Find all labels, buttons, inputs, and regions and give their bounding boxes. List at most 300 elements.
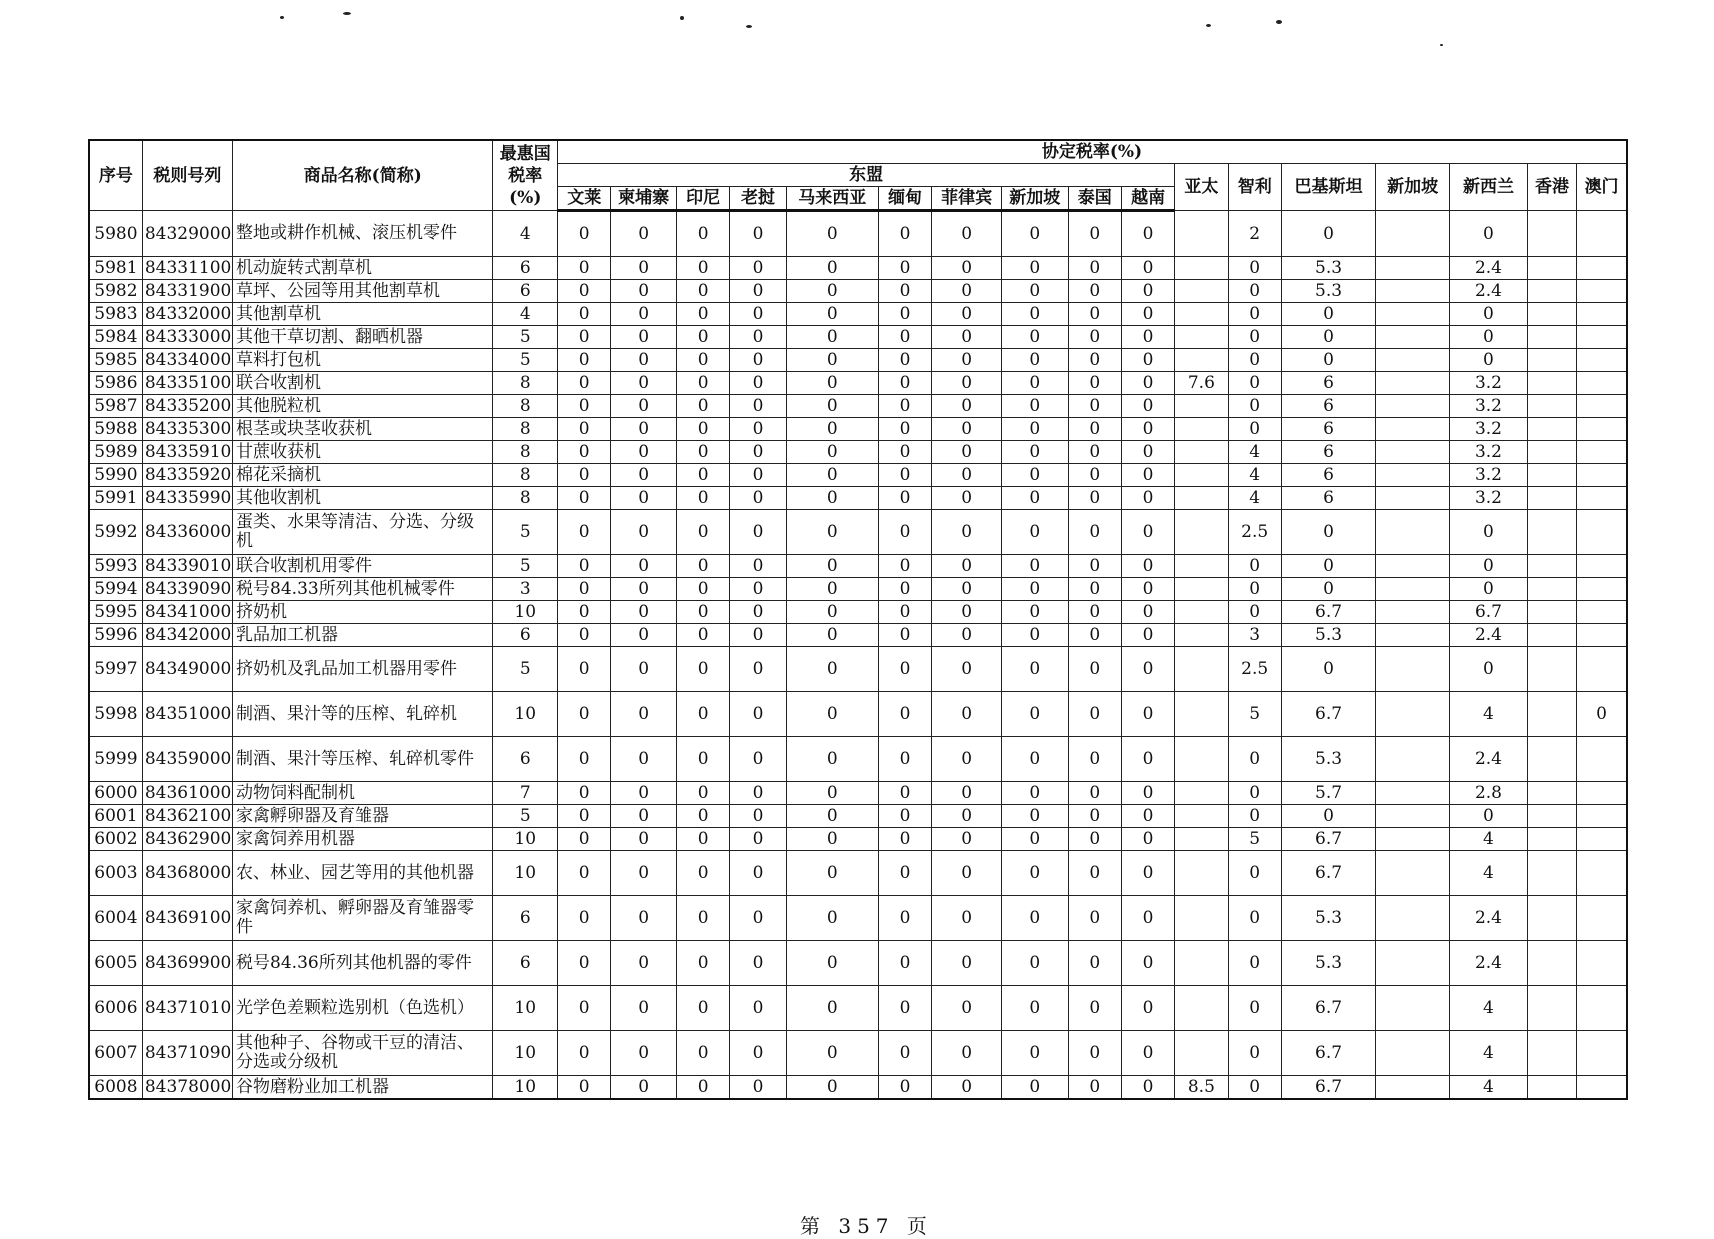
agreement-rate-cell: 0 [1281, 647, 1375, 692]
seq-cell: 5989 [89, 441, 142, 464]
asean-rate-cell: 0 [786, 418, 878, 441]
seq-cell: 6001 [89, 805, 142, 828]
agreement-rate-cell: 2 [1228, 211, 1281, 257]
asean-rate-cell: 0 [1068, 896, 1121, 941]
asean-rate-cell: 0 [1068, 257, 1121, 280]
header-other: 新西兰 [1450, 164, 1528, 211]
asean-rate-cell: 0 [1068, 737, 1121, 782]
asean-rate-cell: 0 [558, 941, 611, 986]
code-cell: 84369100 [142, 896, 232, 941]
agreement-rate-cell: 2.5 [1228, 510, 1281, 555]
agreement-rate-cell: 4 [1450, 851, 1528, 896]
name-cell: 甘蔗收获机 [233, 441, 493, 464]
asean-rate-cell: 0 [730, 1076, 786, 1100]
asean-rate-cell: 0 [1001, 487, 1068, 510]
agreement-rate-cell: 0 [1450, 578, 1528, 601]
seq-cell: 6006 [89, 986, 142, 1031]
agreement-rate-cell [1175, 395, 1228, 418]
asean-rate-cell: 0 [878, 349, 931, 372]
agreement-rate-cell: 0 [1228, 805, 1281, 828]
code-cell: 84349000 [142, 647, 232, 692]
agreement-rate-cell: 4 [1228, 487, 1281, 510]
mfn-cell: 5 [493, 349, 558, 372]
seq-cell: 5987 [89, 395, 142, 418]
asean-rate-cell: 0 [1001, 510, 1068, 555]
asean-rate-cell: 0 [1068, 805, 1121, 828]
agreement-rate-cell [1577, 647, 1627, 692]
agreement-rate-cell: 2.4 [1450, 896, 1528, 941]
asean-rate-cell: 0 [786, 851, 878, 896]
agreement-rate-cell: 0 [1228, 1031, 1281, 1076]
code-cell: 84331100 [142, 257, 232, 280]
agreement-rate-cell [1175, 303, 1228, 326]
asean-rate-cell: 0 [730, 737, 786, 782]
asean-rate-cell: 0 [786, 828, 878, 851]
asean-rate-cell: 0 [1001, 464, 1068, 487]
name-cell: 税号84.36所列其他机器的零件 [233, 941, 493, 986]
asean-rate-cell: 0 [932, 372, 1002, 395]
table-row [89, 1031, 1627, 1076]
agreement-rate-cell [1577, 303, 1627, 326]
agreement-rate-cell [1376, 737, 1450, 782]
asean-rate-cell: 0 [1068, 601, 1121, 624]
asean-rate-cell: 0 [611, 941, 677, 986]
asean-rate-cell: 0 [786, 737, 878, 782]
agreement-rate-cell: 6 [1281, 487, 1375, 510]
agreement-rate-cell: 0 [1450, 326, 1528, 349]
agreement-rate-cell: 5.7 [1281, 782, 1375, 805]
agreement-rate-cell: 3.2 [1450, 464, 1528, 487]
asean-rate-cell: 0 [611, 782, 677, 805]
asean-rate-cell: 0 [1068, 280, 1121, 303]
asean-rate-cell: 0 [558, 510, 611, 555]
agreement-rate-cell: 3.2 [1450, 395, 1528, 418]
asean-rate-cell: 0 [1001, 624, 1068, 647]
name-cell: 其他割草机 [233, 303, 493, 326]
agreement-rate-cell: 4 [1450, 692, 1528, 737]
agreement-rate-cell [1577, 828, 1627, 851]
asean-rate-cell: 0 [558, 624, 611, 647]
asean-rate-cell: 0 [1068, 441, 1121, 464]
asean-rate-cell: 0 [878, 624, 931, 647]
asean-rate-cell: 0 [558, 578, 611, 601]
asean-rate-cell: 0 [1001, 280, 1068, 303]
asean-rate-cell: 0 [878, 601, 931, 624]
agreement-rate-cell [1577, 464, 1627, 487]
agreement-rate-cell [1527, 737, 1576, 782]
agreement-rate-cell [1577, 372, 1627, 395]
asean-rate-cell: 0 [878, 805, 931, 828]
agreement-rate-cell: 0 [1228, 257, 1281, 280]
agreement-rate-cell: 0 [1228, 578, 1281, 601]
agreement-rate-cell [1577, 896, 1627, 941]
asean-rate-cell: 0 [558, 257, 611, 280]
code-cell: 84369900 [142, 941, 232, 986]
asean-rate-cell: 0 [1068, 464, 1121, 487]
agreement-rate-cell: 0 [1577, 692, 1627, 737]
asean-rate-cell: 0 [1001, 372, 1068, 395]
asean-rate-cell: 0 [730, 896, 786, 941]
header-asean-member: 泰国 [1068, 187, 1121, 211]
name-cell: 草坪、公园等用其他割草机 [233, 280, 493, 303]
asean-rate-cell: 0 [1068, 986, 1121, 1031]
asean-rate-cell: 0 [932, 257, 1002, 280]
mfn-cell: 3 [493, 578, 558, 601]
agreement-rate-cell: 4 [1228, 464, 1281, 487]
asean-rate-cell: 0 [1121, 257, 1174, 280]
table-row [89, 555, 1627, 578]
asean-rate-cell: 0 [730, 1031, 786, 1076]
asean-rate-cell: 0 [1001, 441, 1068, 464]
mfn-cell: 8 [493, 441, 558, 464]
agreement-rate-cell: 4 [1450, 828, 1528, 851]
name-cell: 家禽孵卵器及育雏器 [233, 805, 493, 828]
header-seq: 序号 [89, 140, 142, 211]
asean-rate-cell: 0 [558, 487, 611, 510]
agreement-rate-cell: 5.3 [1281, 257, 1375, 280]
mfn-cell: 10 [493, 986, 558, 1031]
header-asean-member: 老挝 [730, 187, 786, 211]
asean-rate-cell: 0 [786, 941, 878, 986]
asean-rate-cell: 0 [1001, 578, 1068, 601]
asean-rate-cell: 0 [730, 647, 786, 692]
agreement-rate-cell [1577, 395, 1627, 418]
asean-rate-cell: 0 [786, 692, 878, 737]
seq-cell: 5996 [89, 624, 142, 647]
mfn-cell: 10 [493, 692, 558, 737]
agreement-rate-cell [1577, 941, 1627, 986]
agreement-rate-cell [1577, 782, 1627, 805]
code-cell: 84362100 [142, 805, 232, 828]
asean-rate-cell: 0 [786, 1031, 878, 1076]
asean-rate-cell: 0 [1001, 1076, 1068, 1100]
agreement-rate-cell [1175, 896, 1228, 941]
seq-cell: 5984 [89, 326, 142, 349]
agreement-rate-cell [1527, 601, 1576, 624]
agreement-rate-cell [1376, 782, 1450, 805]
agreement-rate-cell: 7.6 [1175, 372, 1228, 395]
asean-rate-cell: 0 [1068, 395, 1121, 418]
agreement-rate-cell [1376, 487, 1450, 510]
agreement-rate-cell [1527, 464, 1576, 487]
agreement-rate-cell [1577, 280, 1627, 303]
agreement-rate-cell [1376, 1031, 1450, 1076]
agreement-rate-cell [1376, 647, 1450, 692]
asean-rate-cell: 0 [730, 349, 786, 372]
agreement-rate-cell [1577, 851, 1627, 896]
asean-rate-cell: 0 [676, 851, 729, 896]
asean-rate-cell: 0 [932, 395, 1002, 418]
asean-rate-cell: 0 [786, 986, 878, 1031]
agreement-rate-cell [1175, 418, 1228, 441]
table-row [89, 624, 1627, 647]
asean-rate-cell: 0 [932, 601, 1002, 624]
agreement-rate-cell [1376, 464, 1450, 487]
agreement-rate-cell [1175, 624, 1228, 647]
asean-rate-cell: 0 [878, 578, 931, 601]
asean-rate-cell: 0 [1001, 828, 1068, 851]
agreement-rate-cell: 0 [1281, 805, 1375, 828]
table-row [89, 303, 1627, 326]
page-number: 第 357 页 [800, 1214, 933, 1238]
asean-rate-cell: 0 [1121, 828, 1174, 851]
asean-rate-cell: 0 [558, 211, 611, 257]
seq-cell: 5981 [89, 257, 142, 280]
asean-rate-cell: 0 [1068, 487, 1121, 510]
seq-cell: 6004 [89, 896, 142, 941]
asean-rate-cell: 0 [1121, 851, 1174, 896]
table-row [89, 737, 1627, 782]
agreement-rate-cell [1527, 487, 1576, 510]
asean-rate-cell: 0 [611, 828, 677, 851]
mfn-cell: 8 [493, 395, 558, 418]
asean-rate-cell: 0 [932, 986, 1002, 1031]
header-asean-member: 文莱 [558, 187, 611, 211]
header-other: 智利 [1228, 164, 1281, 211]
name-cell: 整地或耕作机械、滚压机零件 [233, 211, 493, 257]
agreement-rate-cell [1175, 211, 1228, 257]
asean-rate-cell: 0 [611, 280, 677, 303]
agreement-rate-cell [1527, 1031, 1576, 1076]
asean-rate-cell: 0 [1121, 737, 1174, 782]
name-cell: 其他种子、谷物或干豆的清洁、分选或分级机 [233, 1031, 493, 1076]
agreement-rate-cell [1376, 601, 1450, 624]
agreement-rate-cell [1376, 257, 1450, 280]
mfn-cell: 10 [493, 851, 558, 896]
asean-rate-cell: 0 [932, 896, 1002, 941]
asean-rate-cell: 0 [730, 828, 786, 851]
seq-cell: 5998 [89, 692, 142, 737]
asean-rate-cell: 0 [932, 487, 1002, 510]
asean-rate-cell: 0 [558, 1031, 611, 1076]
asean-rate-cell: 0 [878, 372, 931, 395]
asean-rate-cell: 0 [878, 782, 931, 805]
asean-rate-cell: 0 [730, 782, 786, 805]
code-cell: 84335990 [142, 487, 232, 510]
seq-cell: 6008 [89, 1076, 142, 1100]
asean-rate-cell: 0 [730, 372, 786, 395]
code-cell: 84342000 [142, 624, 232, 647]
asean-rate-cell: 0 [676, 395, 729, 418]
agreement-rate-cell [1376, 303, 1450, 326]
asean-rate-cell: 0 [611, 601, 677, 624]
seq-cell: 5993 [89, 555, 142, 578]
asean-rate-cell: 0 [932, 828, 1002, 851]
agreement-rate-cell [1527, 782, 1576, 805]
asean-rate-cell: 0 [730, 211, 786, 257]
asean-rate-cell: 0 [932, 464, 1002, 487]
seq-cell: 5983 [89, 303, 142, 326]
agreement-rate-cell [1376, 211, 1450, 257]
asean-rate-cell: 0 [676, 578, 729, 601]
mfn-cell: 10 [493, 1076, 558, 1100]
asean-rate-cell: 0 [1121, 211, 1174, 257]
asean-rate-cell: 0 [1068, 1076, 1121, 1100]
tariff-table-container [88, 139, 1628, 1100]
asean-rate-cell: 0 [932, 349, 1002, 372]
agreement-rate-cell: 6.7 [1281, 1076, 1375, 1100]
asean-rate-cell: 0 [786, 624, 878, 647]
mfn-cell: 8 [493, 372, 558, 395]
asean-rate-cell: 0 [1001, 647, 1068, 692]
agreement-rate-cell [1577, 257, 1627, 280]
asean-rate-cell: 0 [878, 487, 931, 510]
agreement-rate-cell [1175, 692, 1228, 737]
agreement-rate-cell [1175, 601, 1228, 624]
agreement-rate-cell [1577, 601, 1627, 624]
asean-rate-cell: 0 [786, 349, 878, 372]
agreement-rate-cell: 2.4 [1450, 737, 1528, 782]
agreement-rate-cell [1527, 303, 1576, 326]
asean-rate-cell: 0 [1121, 986, 1174, 1031]
name-cell: 其他脱粒机 [233, 395, 493, 418]
seq-cell: 5985 [89, 349, 142, 372]
asean-rate-cell: 0 [932, 692, 1002, 737]
agreement-rate-cell [1577, 578, 1627, 601]
table-row [89, 647, 1627, 692]
agreement-rate-cell: 3 [1228, 624, 1281, 647]
agreement-rate-cell: 6.7 [1450, 601, 1528, 624]
agreement-rate-cell [1376, 1076, 1450, 1100]
code-cell: 84359000 [142, 737, 232, 782]
asean-rate-cell: 0 [786, 1076, 878, 1100]
mfn-cell: 8 [493, 487, 558, 510]
code-cell: 84336000 [142, 510, 232, 555]
asean-rate-cell: 0 [558, 441, 611, 464]
agreement-rate-cell: 0 [1228, 372, 1281, 395]
seq-cell: 6002 [89, 828, 142, 851]
asean-rate-cell: 0 [558, 647, 611, 692]
asean-rate-cell: 0 [1068, 349, 1121, 372]
asean-rate-cell: 0 [1001, 986, 1068, 1031]
agreement-rate-cell: 0 [1228, 555, 1281, 578]
asean-rate-cell: 0 [1121, 1076, 1174, 1100]
asean-rate-cell: 0 [932, 578, 1002, 601]
agreement-rate-cell [1527, 805, 1576, 828]
asean-rate-cell: 0 [1001, 941, 1068, 986]
asean-rate-cell: 0 [558, 782, 611, 805]
asean-rate-cell: 0 [878, 647, 931, 692]
agreement-rate-cell: 0 [1450, 510, 1528, 555]
mfn-cell: 6 [493, 896, 558, 941]
name-cell: 乳品加工机器 [233, 624, 493, 647]
asean-rate-cell: 0 [1001, 805, 1068, 828]
asean-rate-cell: 0 [786, 487, 878, 510]
mfn-cell: 10 [493, 601, 558, 624]
asean-rate-cell: 0 [786, 326, 878, 349]
agreement-rate-cell [1175, 986, 1228, 1031]
agreement-rate-cell [1376, 624, 1450, 647]
asean-rate-cell: 0 [932, 647, 1002, 692]
agreement-rate-cell: 3.2 [1450, 372, 1528, 395]
code-cell: 84368000 [142, 851, 232, 896]
agreement-rate-cell: 6.7 [1281, 986, 1375, 1031]
asean-rate-cell: 0 [611, 395, 677, 418]
mfn-cell: 8 [493, 418, 558, 441]
asean-rate-cell: 0 [558, 828, 611, 851]
agreement-rate-cell [1577, 349, 1627, 372]
agreement-rate-cell: 0 [1228, 1076, 1281, 1100]
asean-rate-cell: 0 [1121, 464, 1174, 487]
agreement-rate-cell [1577, 986, 1627, 1031]
asean-rate-cell: 0 [1121, 601, 1174, 624]
header-other: 巴基斯坦 [1281, 164, 1375, 211]
asean-rate-cell: 0 [676, 464, 729, 487]
agreement-rate-cell [1527, 851, 1576, 896]
agreement-rate-cell: 0 [1228, 941, 1281, 986]
asean-rate-cell: 0 [730, 941, 786, 986]
asean-rate-cell: 0 [1121, 805, 1174, 828]
agreement-rate-cell [1175, 441, 1228, 464]
asean-rate-cell: 0 [676, 624, 729, 647]
asean-rate-cell: 0 [611, 851, 677, 896]
mfn-cell: 10 [493, 1031, 558, 1076]
asean-rate-cell: 0 [1068, 647, 1121, 692]
agreement-rate-cell [1527, 372, 1576, 395]
seq-cell: 6005 [89, 941, 142, 986]
table-row [89, 828, 1627, 851]
agreement-rate-cell: 0 [1228, 395, 1281, 418]
asean-rate-cell: 0 [558, 418, 611, 441]
agreement-rate-cell: 2.4 [1450, 280, 1528, 303]
agreement-rate-cell: 2.4 [1450, 624, 1528, 647]
seq-cell: 5997 [89, 647, 142, 692]
asean-rate-cell: 0 [786, 601, 878, 624]
agreement-rate-cell [1376, 555, 1450, 578]
asean-rate-cell: 0 [1068, 692, 1121, 737]
header-other: 澳门 [1577, 164, 1627, 211]
asean-rate-cell: 0 [558, 555, 611, 578]
asean-rate-cell: 0 [878, 737, 931, 782]
asean-rate-cell: 0 [1068, 510, 1121, 555]
name-cell: 蛋类、水果等清洁、分选、分级机 [233, 510, 493, 555]
asean-rate-cell: 0 [878, 851, 931, 896]
agreement-rate-cell: 6.7 [1281, 828, 1375, 851]
mfn-cell: 5 [493, 555, 558, 578]
table-row [89, 1076, 1627, 1100]
asean-rate-cell: 0 [1068, 326, 1121, 349]
asean-rate-cell: 0 [1068, 418, 1121, 441]
asean-rate-cell: 0 [676, 418, 729, 441]
asean-rate-cell: 0 [878, 1031, 931, 1076]
asean-rate-cell: 0 [1001, 782, 1068, 805]
agreement-rate-cell: 0 [1450, 349, 1528, 372]
header-asean-member: 菲律宾 [932, 187, 1002, 211]
name-cell: 机动旋转式割草机 [233, 257, 493, 280]
asean-rate-cell: 0 [1068, 578, 1121, 601]
mfn-cell: 5 [493, 647, 558, 692]
code-cell: 84339090 [142, 578, 232, 601]
agreement-rate-cell [1527, 211, 1576, 257]
asean-rate-cell: 0 [878, 395, 931, 418]
asean-rate-cell: 0 [1001, 896, 1068, 941]
asean-rate-cell: 0 [878, 257, 931, 280]
asean-rate-cell: 0 [611, 326, 677, 349]
header-other: 新加坡 [1376, 164, 1450, 211]
agreement-rate-cell: 6 [1281, 418, 1375, 441]
asean-rate-cell: 0 [611, 578, 677, 601]
asean-rate-cell: 0 [611, 692, 677, 737]
agreement-rate-cell [1175, 555, 1228, 578]
asean-rate-cell: 0 [676, 692, 729, 737]
asean-rate-cell: 0 [730, 851, 786, 896]
table-row [89, 441, 1627, 464]
agreement-rate-cell [1175, 1031, 1228, 1076]
name-cell: 制酒、果汁等的压榨、轧碎机 [233, 692, 493, 737]
agreement-rate-cell: 0 [1228, 896, 1281, 941]
name-cell: 棉花采摘机 [233, 464, 493, 487]
agreement-rate-cell: 0 [1228, 851, 1281, 896]
